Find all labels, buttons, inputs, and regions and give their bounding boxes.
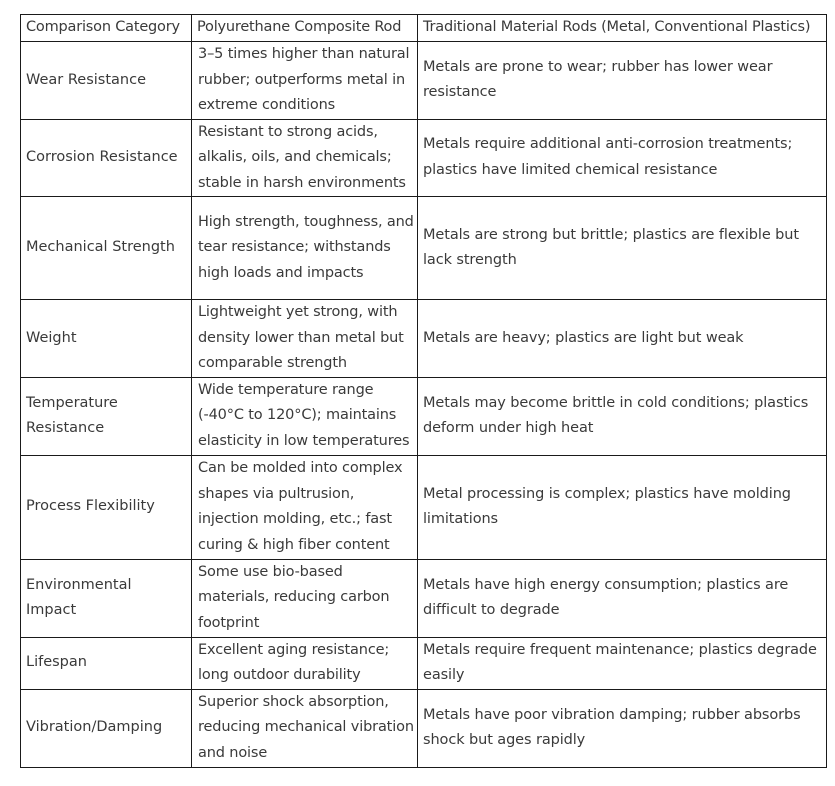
table-row [21,637,827,689]
category-cell: Weight [21,300,192,378]
polyurethane-cell: Lightweight yet strong, with density lower than metal but comparable strength [192,300,418,378]
table-row [21,689,827,767]
traditional-cell: Metals are prone to wear; rubber has lower wear resistance [418,42,827,120]
category-cell: Environmental Impact [21,559,192,637]
category-cell: Corrosion Resistance [21,119,192,197]
traditional-cell: Metals require additional anti-corrosion treatments; plastics have limited chemical resistance [418,119,827,197]
polyurethane-cell: 3–5 times higher than natural rubber; outperforms metal in extreme conditions [192,42,418,120]
category-cell: Mechanical Strength [21,197,192,300]
polyurethane-cell: Can be molded into complex shapes via pultrusion, injection molding, etc.; fast curing & high fiber content [192,455,418,559]
traditional-cell: Metals may become brittle in cold conditions; plastics deform under high heat [418,377,827,455]
traditional-cell: Metals have poor vibration damping; rubber absorbs shock but ages rapidly [418,689,827,767]
header-comparison-category: Comparison Category [21,15,192,42]
category-cell: Temperature Resistance [21,377,192,455]
polyurethane-cell: Excellent aging resistance; long outdoor durability [192,637,418,689]
polyurethane-cell: Some use bio-based materials, reducing carbon footprint [192,559,418,637]
category-cell: Vibration/Damping [21,689,192,767]
polyurethane-cell: High strength, toughness, and tear resistance; withstands high loads and impacts [192,197,418,300]
table-body [21,42,827,768]
table-row [21,455,827,559]
table-row [21,42,827,120]
header-polyurethane-rod: Polyurethane Composite Rod [192,15,418,42]
polyurethane-cell: Resistant to strong acids, alkalis, oils, and chemicals; stable in harsh environments [192,119,418,197]
traditional-cell: Metal processing is complex; plastics have molding limitations [418,455,827,559]
traditional-cell: Metals require frequent maintenance; plastics degrade easily [418,637,827,689]
polyurethane-cell: Superior shock absorption, reducing mechanical vibration and noise [192,689,418,767]
polyurethane-cell: Wide temperature range (-40°C to 120°C); maintains elasticity in low temperatures [192,377,418,455]
header-traditional-rods: Traditional Material Rods (Metal, Conventional Plastics) [418,15,827,42]
traditional-cell: Metals are strong but brittle; plastics are flexible but lack strength [418,197,827,300]
traditional-cell: Metals are heavy; plastics are light but weak [418,300,827,378]
traditional-cell: Metals have high energy consumption; plastics are difficult to degrade [418,559,827,637]
table-row [21,377,827,455]
table-row [21,300,827,378]
category-cell: Lifespan [21,637,192,689]
comparison-table [20,14,827,768]
category-cell: Wear Resistance [21,42,192,120]
header-row [21,15,827,42]
table-row [21,559,827,637]
table-row [21,197,827,300]
category-cell: Process Flexibility [21,455,192,559]
table-row [21,119,827,197]
table-header [21,15,827,42]
